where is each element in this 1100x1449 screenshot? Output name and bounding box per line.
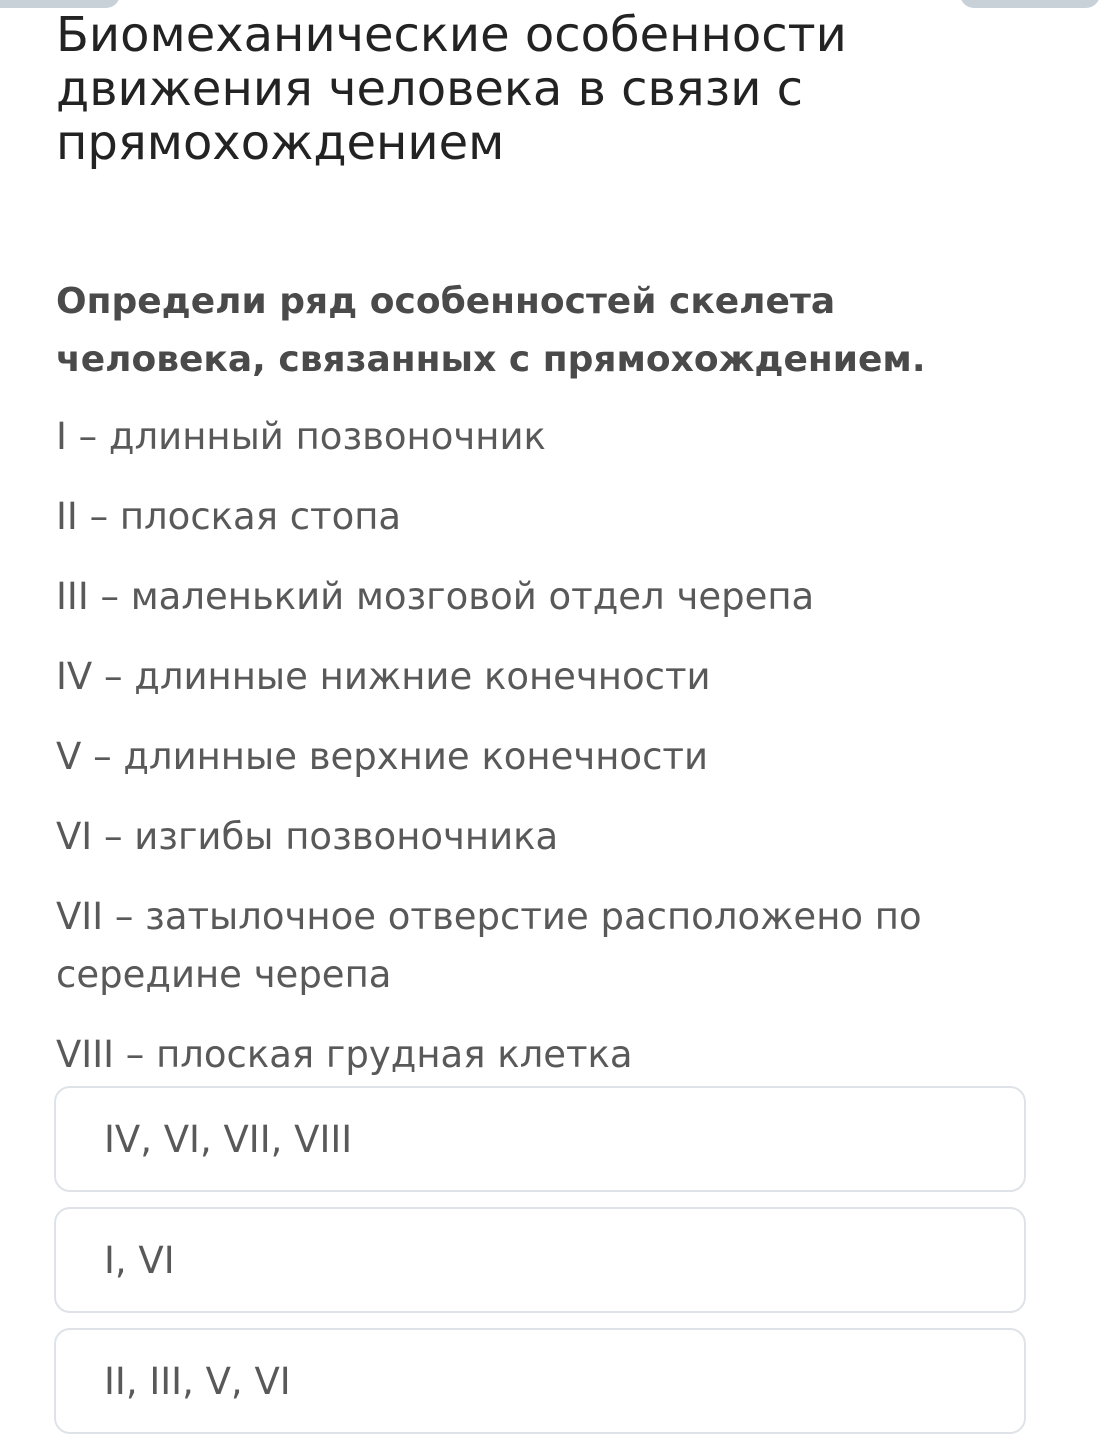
feature-item-3: III – маленький мозговой отдел черепа xyxy=(56,575,815,618)
feature-item-2: II – плоская стопа xyxy=(56,495,402,538)
page-title: Биомеханические особенности движения человека в связи с прямохождением xyxy=(56,7,847,171)
answer-option-1[interactable] xyxy=(54,1086,1026,1192)
feature-item-4: IV – длинные нижние конечности xyxy=(56,655,711,698)
answer-option-label: I, VI xyxy=(104,1238,175,1282)
answer-option-2[interactable] xyxy=(54,1207,1026,1313)
answer-option-label: II, III, V, VI xyxy=(104,1359,291,1403)
question-text: Определи ряд особенностей скелета человека, связанных с прямохождением. xyxy=(56,281,926,380)
answer-option-3[interactable] xyxy=(54,1328,1026,1434)
feature-item-6: VI – изгибы позвоночника xyxy=(56,815,559,858)
answer-options xyxy=(54,1086,1026,1449)
feature-item-1: I – длинный позвоночник xyxy=(56,415,546,458)
feature-item-7: VII – затылочное отверстие расположено по середине черепа xyxy=(56,895,922,996)
feature-list xyxy=(56,408,1046,1106)
top-right-corner-shape xyxy=(960,0,1100,8)
feature-item-5: V – длинные верхние конечности xyxy=(56,735,709,778)
answer-option-label: IV, VI, VII, VIII xyxy=(104,1117,353,1161)
feature-item-8: VIII – плоская грудная клетка xyxy=(56,1033,633,1076)
